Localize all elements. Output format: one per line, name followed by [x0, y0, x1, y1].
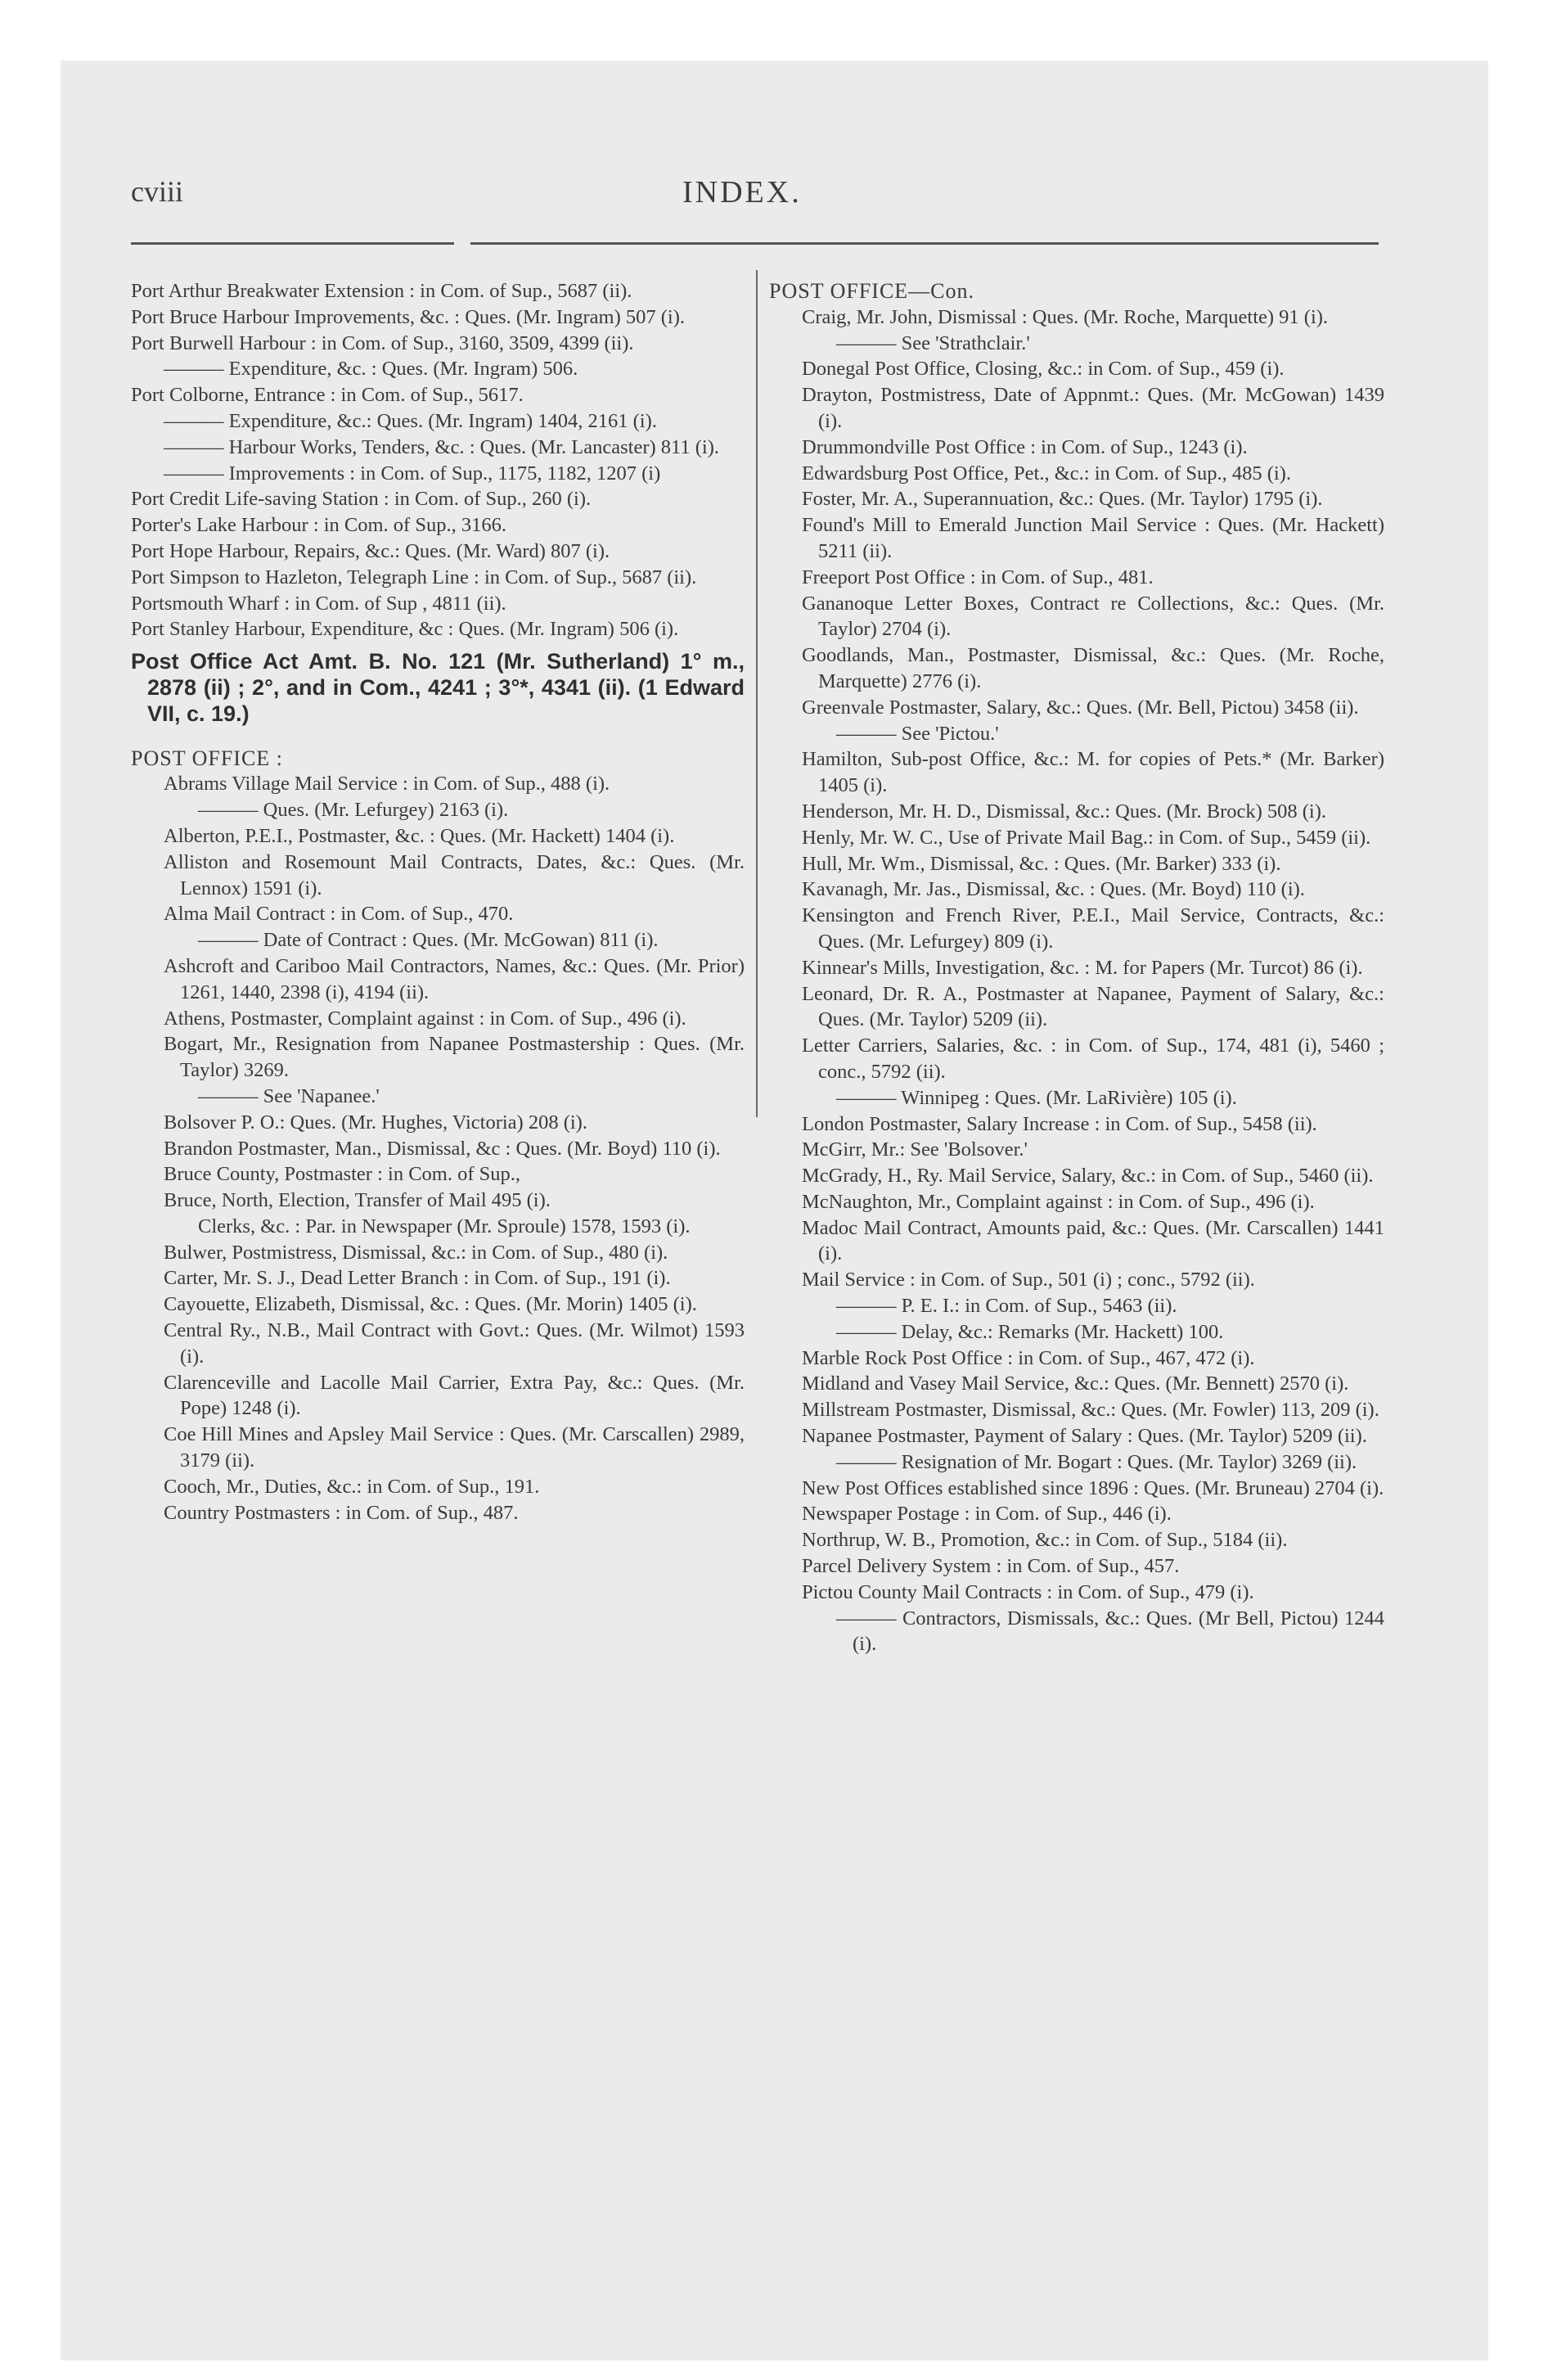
post-office-entry: Henly, Mr. W. C., Use of Private Mail Bag.: in Com. of Sup., 5459 (ii). [802, 826, 1371, 849]
column-divider [756, 270, 758, 1117]
post-office-entry: Alma Mail Contract : in Com. of Sup., 470. [164, 903, 514, 926]
post-office-entry: Parcel Delivery System : in Com. of Sup., 457. [802, 1555, 1180, 1578]
post-office-entry: Alberton, P.E.I., Postmaster, &c. : Ques. (Mr. Hackett) 1404 (i). [164, 824, 675, 847]
post-office-entry: Alliston and Rosemount Mail Contracts, Dates, &c.: Ques. (Mr. Lennox) 1591 (i). [164, 850, 745, 899]
post-office-subentry: ——— Delay, &c.: Remarks (Mr. Hackett) 100. [836, 1320, 1224, 1343]
post-office-entry: Central Ry., N.B., Mail Contract with Govt.: Ques. (Mr. Wilmot) 1593 (i). [164, 1319, 745, 1368]
post-office-entry: Mail Service : in Com. of Sup., 501 (i) ; conc., 5792 (ii). [802, 1269, 1255, 1291]
post-office-entry: Kavanagh, Mr. Jas., Dismissal, &c. : Ques. (Mr. Boyd) 110 (i). [802, 878, 1305, 901]
post-office-subentry: ——— See 'Napanee.' [198, 1084, 380, 1107]
post-office-entry: Hull, Mr. Wm., Dismissal, &c. : Ques. (Mr. Barker) 333 (i). [802, 852, 1281, 875]
post-office-entry: Cooch, Mr., Duties, &c.: in Com. of Sup., 191. [164, 1475, 540, 1498]
post-office-entry: McGirr, Mr.: See 'Bolsover.' [802, 1138, 1028, 1161]
post-office-entry: Brandon Postmaster, Man., Dismissal, &c : Ques. (Mr. Boyd) 110 (i). [164, 1137, 721, 1160]
post-office-entry: Newspaper Postage : in Com. of Sup., 446 (i). [802, 1503, 1172, 1526]
post-office-subentry: ——— Contractors, Dismissals, &c.: Ques. (Mr Bell, Pictou) 1244 (i). [836, 1607, 1384, 1656]
index-entry: Port Arthur Breakwater Extension : in Com. of Sup., 5687 (ii). [131, 280, 632, 302]
post-office-entry: Pictou County Mail Contracts : in Com. of Sup., 479 (i). [802, 1580, 1254, 1603]
index-entry: Porter's Lake Harbour : in Com. of Sup., 3166. [131, 514, 506, 537]
post-office-entry: Edwardsburg Post Office, Pet., &c.: in Com. of Sup., 485 (i). [802, 462, 1291, 485]
post-office-entry: Found's Mill to Emerald Junction Mail Service : Ques. (Mr. Hackett) 5211 (ii). [802, 514, 1384, 562]
index-entry: Portsmouth Wharf : in Com. of Sup , 4811 (ii). [131, 592, 506, 615]
post-office-subentry: ——— Date of Contract : Ques. (Mr. McGowan) 811 (i). [198, 929, 659, 952]
left-column [131, 278, 745, 1526]
post-office-entry: Hamilton, Sub-post Office, &c.: M. for copies of Pets.* (Mr. Barker) 1405 (i). [802, 748, 1384, 797]
post-office-subentry: ——— P. E. I.: in Com. of Sup., 5463 (ii). [836, 1295, 1177, 1318]
post-office-entry: Athens, Postmaster, Complaint against : in Com. of Sup., 496 (i). [164, 1007, 686, 1030]
post-office-entry: Cayouette, Elizabeth, Dismissal, &c. : Ques. (Mr. Morin) 1405 (i). [164, 1293, 697, 1316]
index-entry: Port Credit Life-saving Station : in Com. of Sup., 260 (i). [131, 488, 592, 511]
index-entry: Port Colborne, Entrance : in Com. of Sup., 5617. [131, 384, 524, 407]
post-office-entry: Millstream Postmaster, Dismissal, &c.: Ques. (Mr. Fowler) 113, 209 (i). [802, 1399, 1379, 1422]
post-office-entry: Goodlands, Man., Postmaster, Dismissal, &c.: Ques. (Mr. Roche, Marquette) 2776 (i). [802, 644, 1384, 692]
post-office-subentry: ——— See 'Strathclair.' [836, 331, 1030, 354]
post-office-entry: McGrady, H., Ry. Mail Service, Salary, &c.: in Com. of Sup., 5460 (ii). [802, 1165, 1374, 1188]
post-office-subentry: ——— See 'Pictou.' [836, 722, 999, 745]
post-office-entry: Bolsover P. O.: Ques. (Mr. Hughes, Victoria) 208 (i). [164, 1111, 587, 1134]
post-office-entry: Leonard, Dr. R. A., Postmaster at Napanee, Payment of Salary, &c.: Ques. (Mr. Taylor) 5209 (ii). [802, 982, 1384, 1031]
page-title: INDEX. [682, 175, 802, 210]
index-subentry: ——— Improvements : in Com. of Sup., 1175, 1182, 1207 (i) [164, 462, 661, 485]
post-office-entry: Napanee Postmaster, Payment of Salary : Ques. (Mr. Taylor) 5209 (ii). [802, 1425, 1367, 1448]
post-office-entry: Bruce County, Postmaster : in Com. of Sup., [164, 1163, 520, 1186]
section-heading: POST OFFICE : [131, 746, 283, 770]
index-subentry: ——— Harbour Works, Tenders, &c. : Ques. (Mr. Lancaster) 811 (i). [164, 435, 719, 458]
post-office-entry: Craig, Mr. John, Dismissal : Ques. (Mr. Roche, Marquette) 91 (i). [802, 305, 1329, 328]
post-office-entry: Marble Rock Post Office : in Com. of Sup., 467, 472 (i). [802, 1346, 1255, 1369]
index-entry: Port Hope Harbour, Repairs, &c.: Ques. (Mr. Ward) 807 (i). [131, 539, 610, 562]
post-office-entry: Country Postmasters : in Com. of Sup., 487. [164, 1501, 519, 1524]
page-number: cviii [131, 175, 183, 208]
post-office-entry: Coe Hill Mines and Apsley Mail Service : Ques. (Mr. Carscallen) 2989, 3179 (ii). [164, 1423, 745, 1472]
index-entry: Port Simpson to Hazleton, Telegraph Line : in Com. of Sup., 5687 (ii). [131, 566, 697, 588]
act-entry: Post Office Act Amt. B. No. 121 (Mr. Sutherland) 1° m., 2878 (ii) ; 2°, and in Com., 4241 ; 3°*, 4341 (ii). (1 Edward VII, c. 19.) [131, 649, 745, 726]
post-office-entry: Bruce, North, Election, Transfer of Mail 495 (i). [164, 1189, 551, 1212]
index-entry: Port Bruce Harbour Improvements, &c. : Ques. (Mr. Ingram) 507 (i). [131, 305, 685, 328]
post-office-entry: Bulwer, Postmistress, Dismissal, &c.: in Com. of Sup., 480 (i). [164, 1241, 668, 1264]
post-office-entry: Bogart, Mr., Resignation from Napanee Postmastership : Ques. (Mr. Taylor) 3269. [164, 1033, 745, 1082]
post-office-entry: Donegal Post Office, Closing, &c.: in Com. of Sup., 459 (i). [802, 358, 1285, 381]
right-column [769, 278, 1384, 1657]
post-office-entry: Ashcroft and Cariboo Mail Contractors, Names, &c.: Ques. (Mr. Prior) 1261, 1440, 2398 (i), 4194 (ii). [164, 954, 745, 1003]
post-office-entry: London Postmaster, Salary Increase : in Com. of Sup., 5458 (ii). [802, 1112, 1317, 1135]
post-office-entry: Northrup, W. B., Promotion, &c.: in Com. of Sup., 5184 (ii). [802, 1529, 1288, 1552]
post-office-entry: Clarenceville and Lacolle Mail Carrier, Extra Pay, &c.: Ques. (Mr. Pope) 1248 (i). [164, 1371, 745, 1420]
post-office-entry: Kensington and French River, P.E.I., Mail Service, Contracts, &c.: Ques. (Mr. Lefurgey) 809 (i). [802, 904, 1384, 953]
index-subentry: ——— Expenditure, &c. : Ques. (Mr. Ingram) 506. [164, 358, 578, 381]
post-office-entry: Abrams Village Mail Service : in Com. of Sup., 488 (i). [164, 773, 610, 796]
post-office-entry: Freeport Post Office : in Com. of Sup., 481. [802, 566, 1154, 588]
header-rule-left [131, 242, 454, 245]
post-office-entry: Midland and Vasey Mail Service, &c.: Ques. (Mr. Bennett) 2570 (i). [802, 1373, 1349, 1395]
post-office-entry: Kinnear's Mills, Investigation, &c. : M. for Papers (Mr. Turcot) 86 (i). [802, 956, 1363, 979]
post-office-entry: Foster, Mr. A., Superannuation, &c.: Ques. (Mr. Taylor) 1795 (i). [802, 488, 1323, 511]
post-office-subentry: ——— Winnipeg : Ques. (Mr. LaRivière) 105 (i). [836, 1086, 1237, 1109]
index-entry: Port Burwell Harbour : in Com. of Sup., 3160, 3509, 4399 (ii). [131, 331, 634, 354]
index-entry: Port Stanley Harbour, Expenditure, &c : Ques. (Mr. Ingram) 506 (i). [131, 618, 679, 641]
post-office-subentry: ——— Ques. (Mr. Lefurgey) 2163 (i). [198, 799, 509, 822]
post-office-entry: Madoc Mail Contract, Amounts paid, &c.: Ques. (Mr. Carscallen) 1441 (i). [802, 1216, 1384, 1265]
index-subentry: ——— Expenditure, &c.: Ques. (Mr. Ingram) 1404, 2161 (i). [164, 409, 657, 432]
post-office-entry: Greenvale Postmaster, Salary, &c.: Ques. (Mr. Bell, Pictou) 3458 (ii). [802, 696, 1359, 719]
post-office-entry: Henderson, Mr. H. D., Dismissal, &c.: Ques. (Mr. Brock) 508 (i). [802, 800, 1327, 823]
post-office-subentry: Clerks, &c. : Par. in Newspaper (Mr. Sproule) 1578, 1593 (i). [198, 1215, 691, 1237]
post-office-entry: Letter Carriers, Salaries, &c. : in Com. of Sup., 174, 481 (i), 5460 ; conc., 5792 (ii). [802, 1034, 1384, 1083]
post-office-entry: Drummondville Post Office : in Com. of Sup., 1243 (i). [802, 435, 1248, 458]
continued-heading: POST OFFICE—Con. [769, 279, 975, 303]
post-office-entry: Drayton, Postmistress, Date of Appnmt.: Ques. (Mr. McGowan) 1439 (i). [802, 384, 1384, 432]
post-office-entry: McNaughton, Mr., Complaint against : in Com. of Sup., 496 (i). [802, 1190, 1315, 1213]
post-office-subentry: ——— Resignation of Mr. Bogart : Ques. (Mr. Taylor) 3269 (ii). [836, 1450, 1357, 1473]
post-office-entry: Carter, Mr. S. J., Dead Letter Branch : in Com. of Sup., 191 (i). [164, 1267, 671, 1290]
post-office-entry: Gananoque Letter Boxes, Contract re Collections, &c.: Ques. (Mr. Taylor) 2704 (i). [802, 592, 1384, 641]
post-office-entry: New Post Offices established since 1896 : Ques. (Mr. Bruneau) 2704 (i). [802, 1476, 1384, 1499]
header-rule-right [470, 242, 1379, 245]
